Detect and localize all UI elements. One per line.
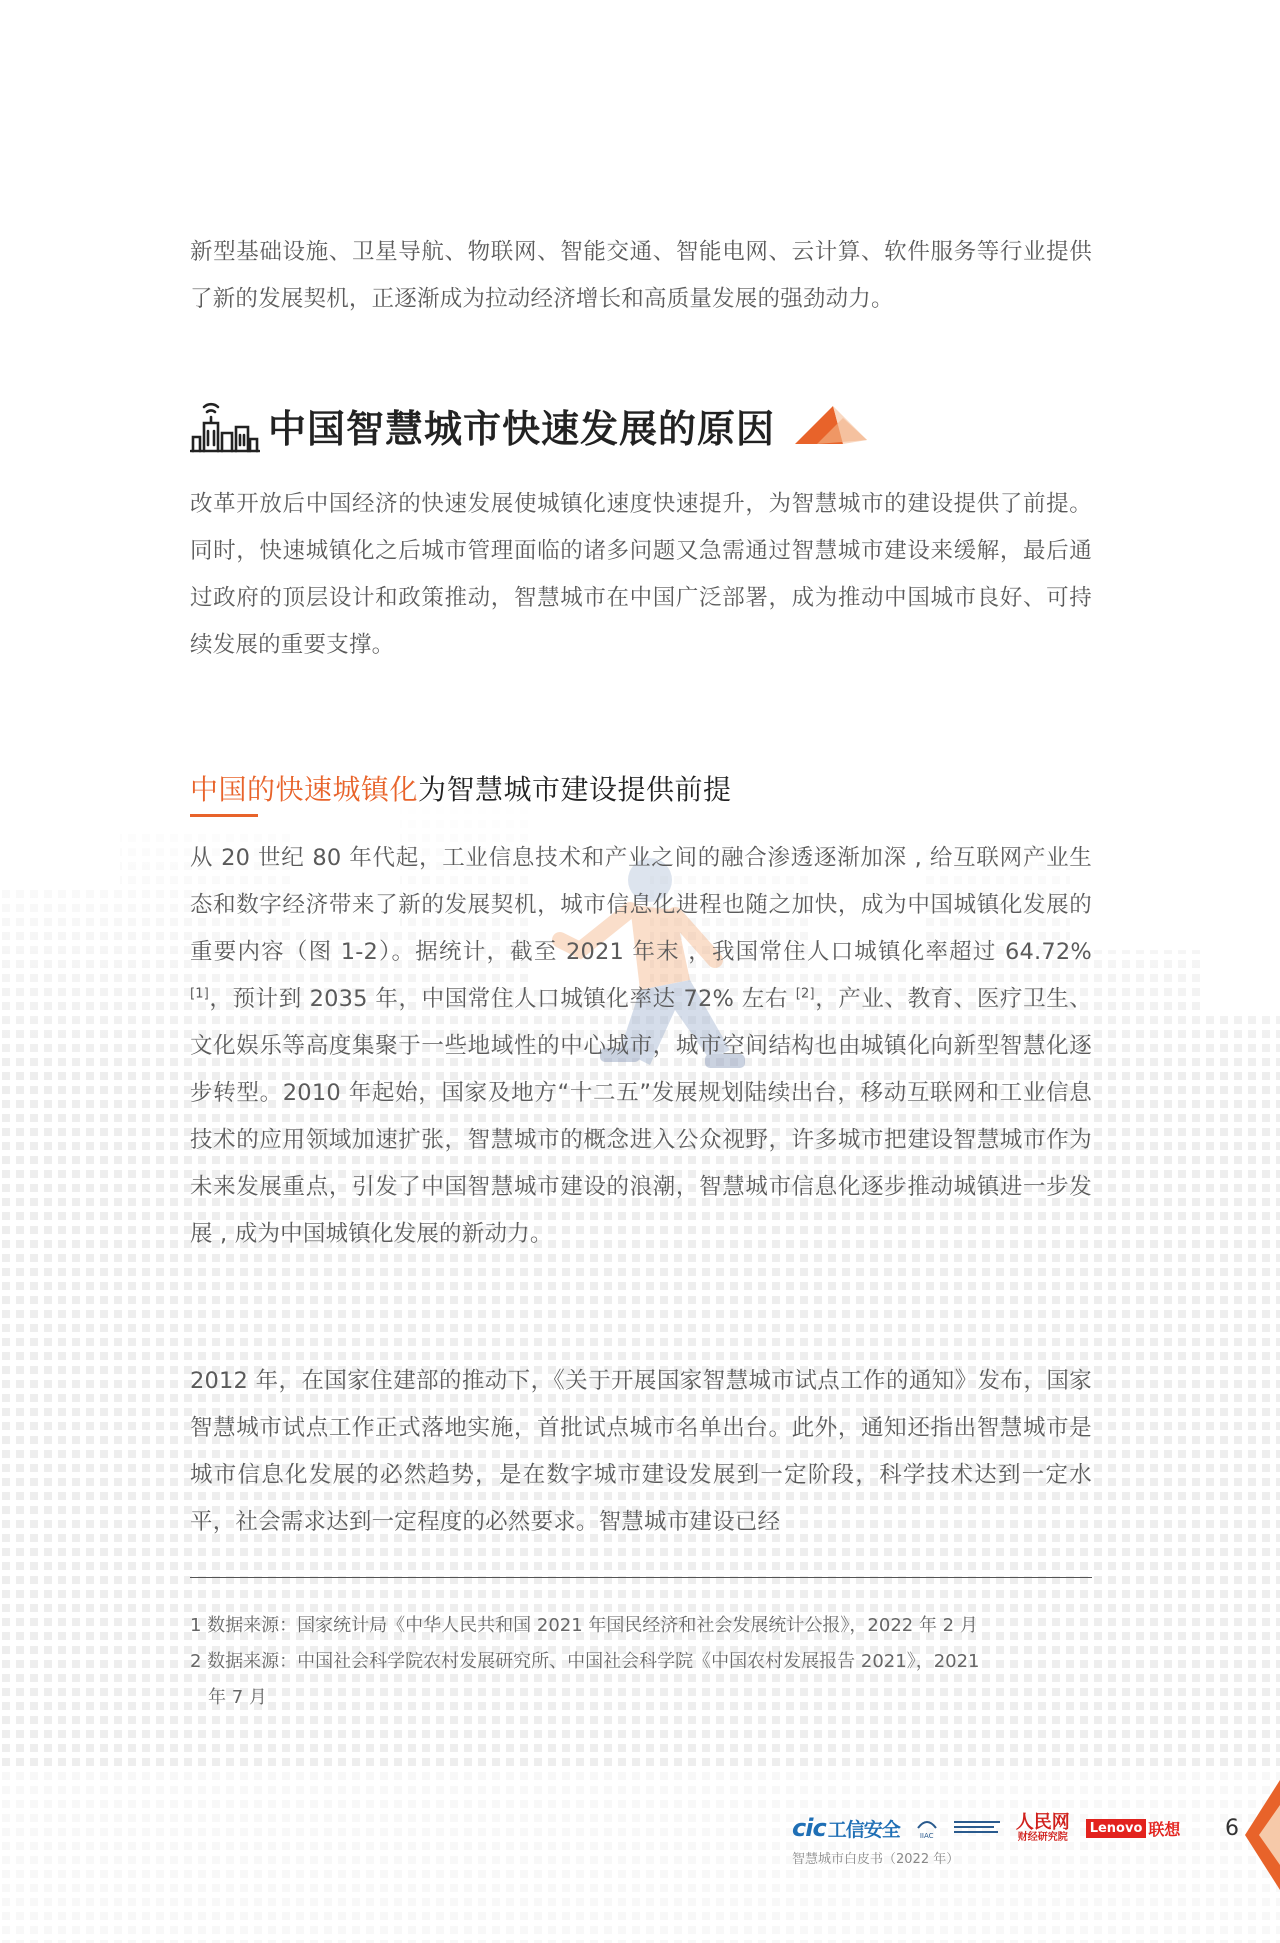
subsection-heading — [190, 768, 732, 817]
paragraph-text: 从 20 世纪 80 年代起，工业信息技术和产业之间的融合渗透逐渐加深 , 给互联网产业生态和数字经济带来了新的发展契机，城市信息化进程也随之加快，成为中国城镇化发展的重要内容（图 1-2）。据统计，截至 2021 年末 ，我国常住人口城镇化率超过 64.72% — [190, 845, 1092, 965]
paragraph-text: ，产业、教育、医疗卫生、文化娱乐等高度集聚于一些地域性的中心城市，城市空间结构也由城镇化向新型智慧化逐步转型。2010 年起始，国家及地方“十二五”发展规划陆续出台，移动互联网和工业信息技术的应用领域加速扩张，智慧城市的概念进入公众视野，许多城市把建设智慧城市作为未来发展重点，引发了中国智慧城市建设的浪潮，智慧城市信息化逐步推动城镇进一步发展 , 成为中国城镇化发展的新动力。 — [190, 986, 1093, 1247]
cic-logo — [792, 1814, 900, 1842]
subsection-paragraph-2: 2012 年，在国家住建部的推动下，《关于开展国家智慧城市试点工作的通知》发布，国家智慧城市试点工作正式落地实施，首批试点城市名单出台。此外，通知还指出智慧城市是城市信息化发展的必然趋势，是在数字城市建设发展到一定阶段，科学技术达到一定水平，社会需求达到一定程度的必然要求。智慧城市建设已经 — [190, 1368, 1092, 1535]
paragraph-text: ，预计到 2035 年，中国常住人口城镇化率达 72% 左右 — [209, 986, 796, 1012]
section-title: 中国智慧城市快速发展的原因 — [268, 406, 776, 451]
lenovo-logo — [1086, 1817, 1181, 1840]
footnote-2: 2 数据来源：中国社会科学院农村发展研究所、中国社会科学院《中国农村发展报告 2021》，2021 — [190, 1651, 980, 1672]
page-corner-decoration — [1245, 1780, 1280, 1890]
subsection-body-2 — [190, 1358, 1092, 1546]
footer-logos — [792, 1808, 1180, 1848]
institute-text-icon — [954, 1818, 1000, 1838]
subsection-underline — [190, 814, 258, 817]
footnote-2-continued: 年 7 月 — [208, 1687, 267, 1708]
section-heading — [190, 395, 867, 455]
triangle-arrow-icon — [795, 404, 867, 446]
section-paragraph: 改革开放后中国经济的快速发展使城镇化速度快速提升，为智慧城市的建设提供了前提。同时，快速城镇化之后城市管理面临的诸多问题又急需通过智慧城市建设来缓解，最后通过政府的顶层设计和政策推动，智慧城市在中国广泛部署，成为推动中国城市良好、可持续发展的重要支撑。 — [190, 491, 1092, 658]
cic-logo-en: cic — [792, 1814, 826, 1842]
subsection-title — [190, 768, 732, 808]
intro-block — [190, 229, 1092, 323]
subsection-paragraph-1 — [190, 835, 1092, 1258]
subsection-body-1 — [190, 835, 1092, 1258]
iiac-emblem-icon — [916, 1816, 938, 1832]
smart-city-icon — [190, 397, 260, 453]
footer-caption: 智慧城市白皮书（2022 年） — [792, 1852, 960, 1867]
footnote-ref-2[interactable]: [2] — [795, 986, 815, 1002]
people-logo-main: 人民网 — [1015, 1811, 1070, 1833]
cic-logo-cn: 工信安全 — [827, 1819, 900, 1841]
people-daily-logo — [1015, 1811, 1070, 1843]
lenovo-logo-en: Lenovo — [1086, 1819, 1147, 1838]
page-number: 6 — [1225, 1816, 1239, 1841]
lenovo-logo-cn: 联想 — [1148, 1819, 1181, 1839]
iiac-logo-text: IIAC — [919, 1832, 934, 1840]
institute-logo — [954, 1818, 1000, 1838]
footnote-ref-1[interactable]: [1] — [190, 986, 210, 1002]
people-logo-sub: 财经研究院 — [1017, 1831, 1068, 1843]
subsection-title-rest: 为智慧城市建设提供前提 — [418, 773, 732, 806]
footnote-1: 1 数据来源：国家统计局《中华人民共和国 2021 年国民经济和社会发展统计公报》，2022 年 2 月 — [190, 1615, 978, 1636]
footnote-divider — [190, 1577, 1092, 1578]
footnotes — [190, 1608, 1092, 1716]
section-body — [190, 481, 1092, 669]
iiac-logo — [916, 1816, 938, 1840]
intro-paragraph: 新型基础设施、卫星导航、物联网、智能交通、智能电网、云计算、软件服务等行业提供了新的发展契机，正逐渐成为拉动经济增长和高质量发展的强劲动力。 — [190, 239, 1092, 312]
subsection-title-accent: 中国的快速城镇化 — [190, 773, 419, 806]
